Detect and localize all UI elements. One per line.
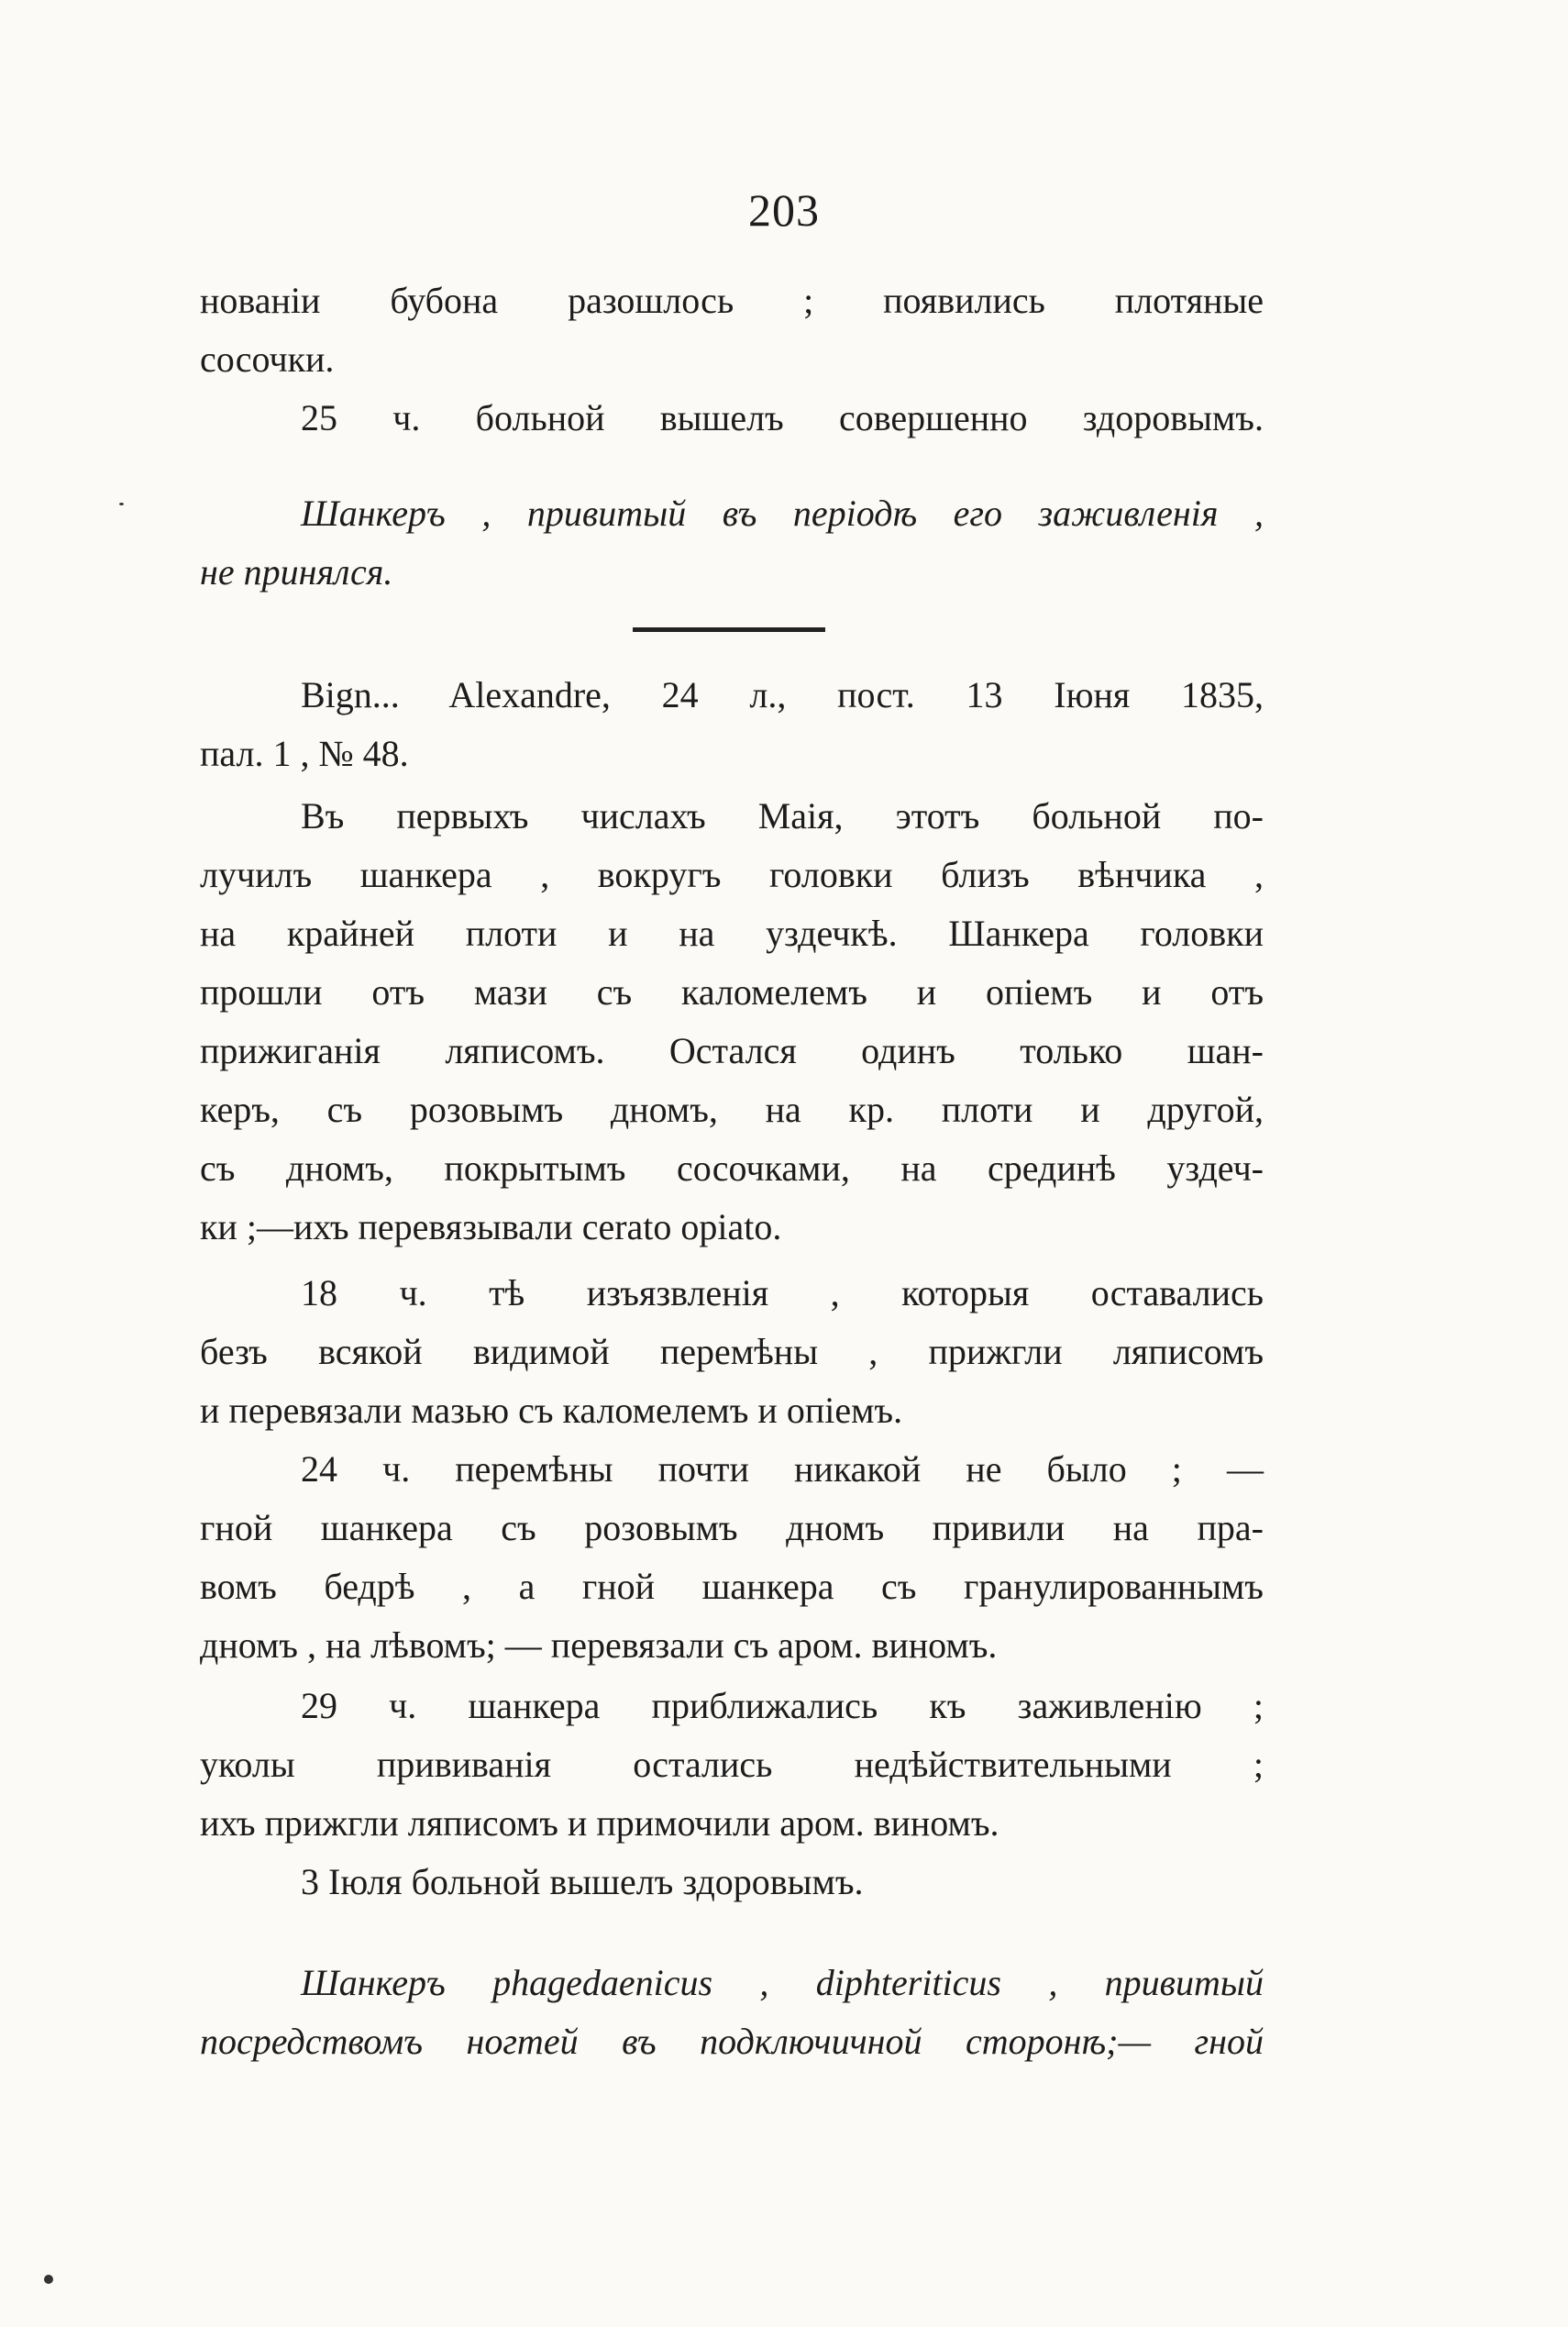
text-line: гной шанкера съ розовымъ дномъ привили на пра- [200, 1507, 1264, 1548]
paragraph-day-29 [200, 1677, 1264, 1853]
paragraph-discharge [200, 389, 1264, 448]
section-separator [633, 627, 825, 632]
text-line: съ дномъ, покрытымъ сосочками, на срединѣ уздеч- [200, 1147, 1264, 1189]
paragraph-july-3 [200, 1853, 1264, 1911]
paragraph-history [200, 787, 1264, 1257]
ink-speck [44, 2275, 53, 2284]
text-line: ихъ прижгли ляписомъ и примочили аром. виномъ. [200, 1802, 999, 1844]
text-line: 25 ч. больной вышелъ совершенно здоровымъ. [301, 397, 1264, 438]
paragraph-day-24 [200, 1440, 1264, 1675]
text-line: лучилъ шанкера , вокругъ головки близъ вѣнчика , [200, 854, 1264, 895]
ink-speck [119, 503, 124, 505]
case-header [200, 666, 1264, 783]
text-line: посредствомъ ногтей въ подключичной сторонѣ;— гной [200, 2021, 1264, 2062]
paragraph-day-18 [200, 1264, 1264, 1440]
italic-final-paragraph [200, 1954, 1264, 2071]
text-line: 18 ч. тѣ изъязвленія , которыя оставались [301, 1272, 1264, 1313]
text-line: ки ;—ихъ перевязывали cerato opiato. [200, 1206, 782, 1247]
text-line: нованіи бубона разошлось ; появились плотяные [200, 280, 1264, 321]
text-line: пал. 1 , № 48. [200, 733, 409, 774]
text-line: 29 ч. шанкера приближались къ заживленію ; [301, 1685, 1264, 1726]
text-line: на крайней плоти и на уздечкѣ. Шанкера головки [200, 913, 1264, 954]
text-line: не принялся. [200, 551, 393, 593]
text-line: безъ всякой видимой перемѣны , прижгли ляписомъ [200, 1331, 1264, 1372]
text-line: вомъ бедрѣ , а гной шанкера съ гранулированнымъ [200, 1566, 1264, 1607]
page-number: 203 [748, 184, 820, 236]
text-line: уколы прививанія остались недѣйствительными ; [200, 1744, 1264, 1785]
paragraph-continuation [200, 271, 1264, 389]
text-line: 24 ч. перемѣны почти никакой не было ; — [301, 1448, 1264, 1490]
text-line: Шанкеръ phagedaenicus , diphteriticus , привитый [301, 1962, 1264, 2003]
text-line: 3 Іюля больной вышелъ здоровымъ. [301, 1861, 864, 1902]
text-line: прижиганія ляписомъ. Остался одинъ только шан- [200, 1030, 1264, 1071]
text-line: дномъ , на лѣвомъ; — перевязали съ аром. виномъ. [200, 1624, 998, 1666]
text-line: керъ, съ розовымъ дномъ, на кр. плоти и другой, [200, 1089, 1264, 1130]
text-line: Въ первыхъ числахъ Маія, этотъ больной по- [301, 795, 1264, 837]
text-line: и перевязали мазью съ каломелемъ и опіемъ. [200, 1390, 903, 1431]
text-line: сосочки. [200, 338, 335, 380]
italic-conclusion [200, 484, 1264, 602]
text-line: Шанкеръ , привитый въ періодѣ его заживленія , [301, 493, 1264, 534]
text-line: прошли отъ мази съ каломелемъ и опіемъ и отъ [200, 971, 1264, 1013]
text-line: Bign... Alexandre, 24 л., пост. 13 Іюня 1835, [301, 674, 1264, 715]
